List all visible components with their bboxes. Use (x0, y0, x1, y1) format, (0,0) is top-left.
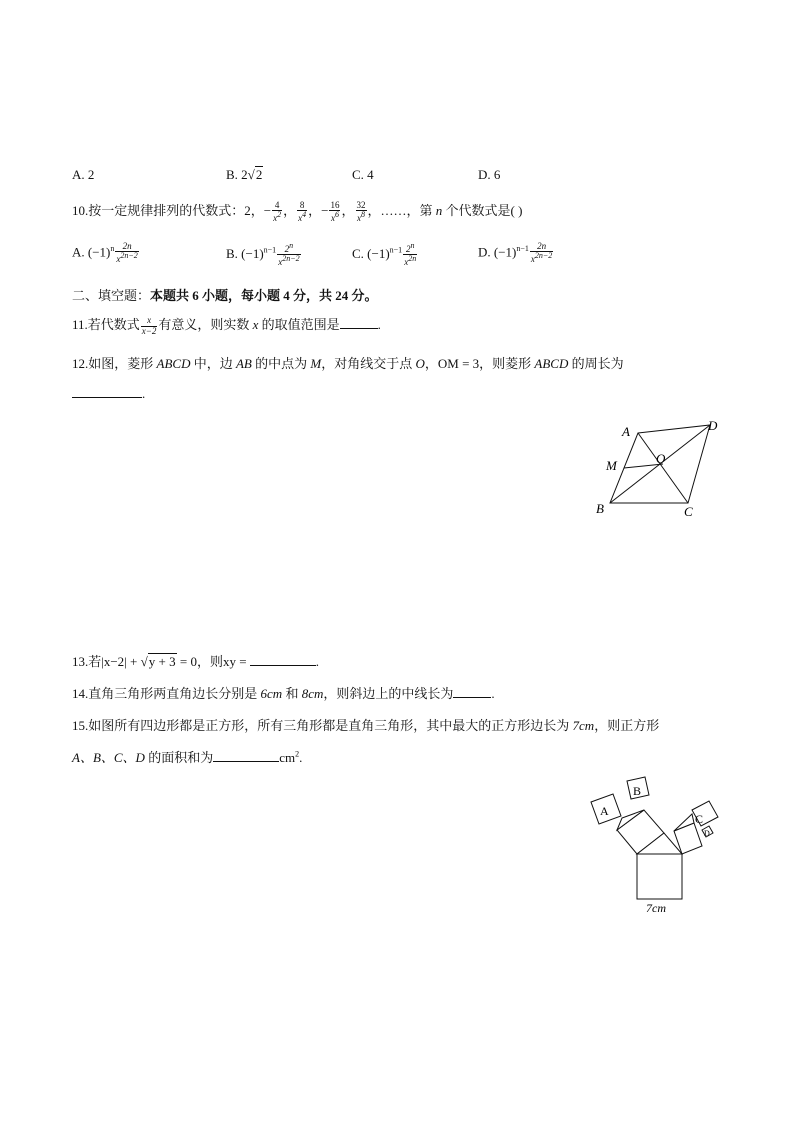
label-square-c: C (695, 812, 704, 826)
q15-line2: A、B、C、D 的面积和为 $cm^2$. (72, 749, 303, 765)
q10-option-a: A. $(-1)^n$ $\frac{2n}{x^{2n-2}}$ (72, 241, 138, 265)
q10-term3-den: $x^6$ (330, 210, 339, 224)
q10-term1-num: 4 (272, 201, 282, 211)
q10-term1-den: $x^2$ (273, 210, 282, 224)
q10-term3 (329, 201, 340, 224)
q9-option-b-prefix: B. 2 (226, 167, 248, 182)
label-c: C (684, 504, 693, 519)
q11: 11.若代数式 $\frac{x}{x-2}$ 有意义，则实数 x 的取值范围是 . (72, 315, 381, 336)
q9-option-c: C. 4 (352, 167, 374, 182)
q12-answer-blank[interactable] (72, 386, 142, 398)
sqrt-sign: √ (247, 167, 255, 182)
q10-term3-num: 16 (330, 199, 340, 210)
q11-answer-blank[interactable] (340, 317, 378, 329)
q10-term2 (297, 201, 307, 224)
q10-option-c: C. $(-1)^{n-1}$ $\frac{2^n}{x^{2n}}$ (352, 241, 417, 268)
q10-option-d: D. $(-1)^{n-1}$ $\frac{2n}{x^{2n-2}}$ (478, 241, 553, 265)
q10-term4-num: 32 (356, 199, 366, 210)
label-side-length: 7cm (646, 901, 666, 915)
big-square (637, 854, 682, 899)
q10-term3-sign: − (321, 203, 329, 218)
label-square-a: A (600, 804, 609, 818)
q10-term4 (356, 201, 367, 224)
q12: 12.如图，菱形 ABCD 中，边 AB 的中点为 M，对角线交于点 O，OM = 3，则菱形 ABCD 的周长为 (72, 356, 624, 371)
q10-term4-den: $x^8$ (357, 210, 365, 224)
q9-option-a: A. 2 (72, 167, 95, 182)
label-o: O (656, 451, 666, 466)
pythagoras-tree-figure (582, 770, 732, 920)
q13-root: y + 3 (148, 654, 176, 669)
label-d: D (708, 418, 718, 433)
section-heading-prefix: 二、填空题： (72, 288, 151, 303)
diagonal-ac (638, 433, 688, 503)
q10-stem-end-a: ，……，第 (367, 203, 436, 218)
q10-stem-start: 10.按一定规律排列的代数式：2， (72, 203, 264, 218)
label-square-b: B (633, 784, 642, 798)
q15-answer-blank[interactable] (213, 750, 279, 762)
q10-term1-sign: − (263, 203, 272, 218)
sqrt-sign: √ (140, 654, 148, 669)
rhombus-figure (590, 415, 730, 525)
q10-term1 (272, 201, 282, 224)
q9-option-b-root: 2 (255, 167, 263, 182)
q11-fraction: $\frac{x}{x-2}$ (141, 315, 157, 336)
label-b: B (596, 501, 604, 516)
q14: 14.直角三角形两直角边长分别是 6cm 和 8cm，则斜边上的中线长为 . (72, 686, 495, 701)
q13: 13.若|x−2| + √y + 3 = 0，则xy = . (72, 654, 320, 669)
label-square-d: D (704, 829, 710, 838)
q10-term2-num: 8 (297, 201, 307, 211)
q12-answer-line: . (72, 386, 145, 402)
q13-answer-blank[interactable] (250, 654, 316, 666)
section-heading-bold: 本题共 6 小题，每小题 4 分，共 24 分。 (150, 288, 378, 303)
q10-n: n (435, 203, 443, 218)
q10-option-b: B. $(-1)^{n-1}$ $\frac{2^n}{x^{2n-2}}$ (226, 241, 300, 268)
section-heading (72, 285, 378, 304)
q14-answer-blank[interactable] (453, 686, 491, 698)
label-m: M (606, 458, 617, 473)
q10-stem: 10.按一定规律排列的代数式：2，− $\frac{4}{x^2}$ ， $\frac{8}{x^4}$ ，− $\frac{16}{x^6}$ ， $\frac{32}{x^8}$ ，……，第 n 个代数式是( ) (72, 199, 523, 224)
q10-stem-end-b: 个代数式是( ) (442, 203, 523, 218)
q10-term2-den: $x^4$ (298, 210, 307, 224)
q15-line1: 15.如图所有四边形都是正方形，所有三角形都是直角三角形，其中最大的正方形边长为 7cm，则正方形 (72, 718, 660, 733)
q9-option-b (226, 167, 263, 183)
q9-option-d: D. 6 (478, 167, 501, 182)
label-a: A (622, 424, 630, 439)
